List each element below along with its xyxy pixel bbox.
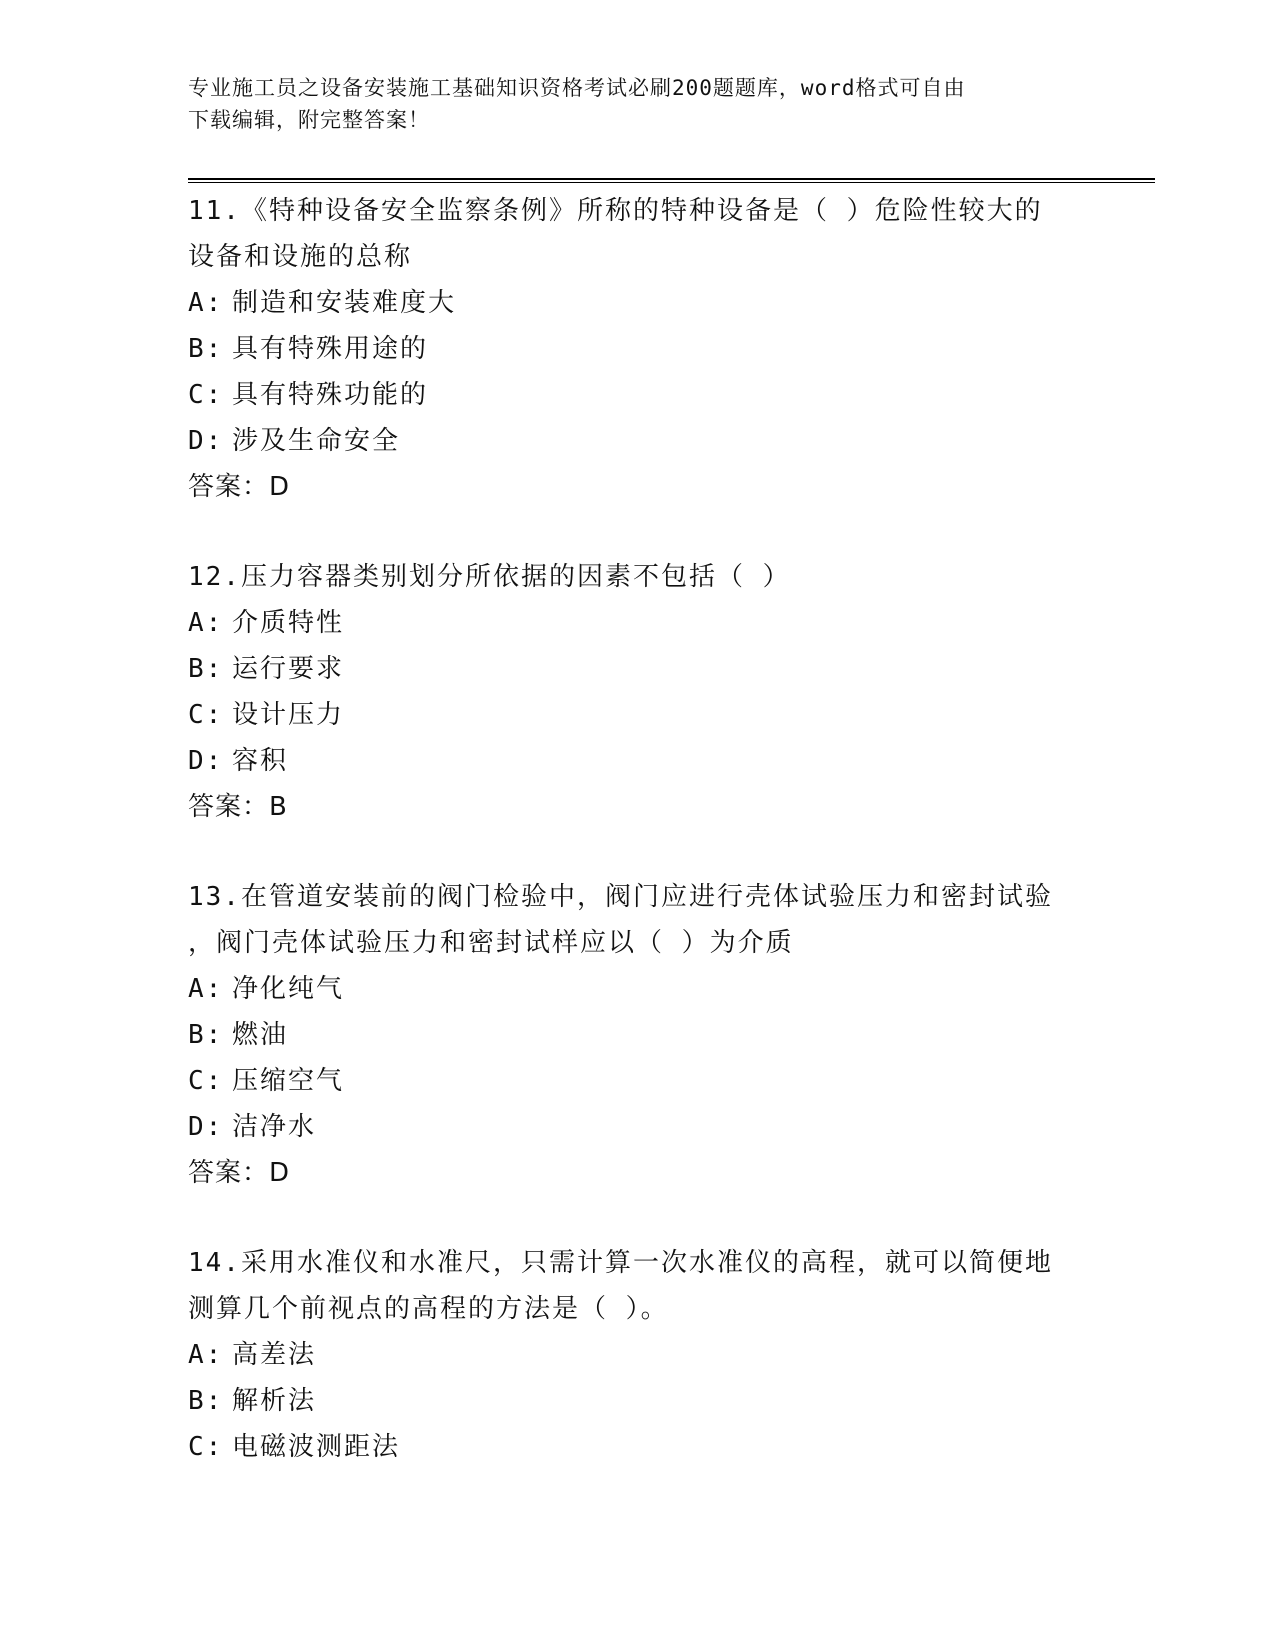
question-text (188, 1240, 1088, 1332)
question-11 (188, 188, 1088, 510)
option-letter: A: (188, 608, 224, 638)
option-d (188, 738, 1088, 784)
option-b (188, 326, 1088, 372)
option-c (188, 1424, 1088, 1470)
option-a (188, 966, 1088, 1012)
option-text: 解析法 (232, 1386, 317, 1416)
option-text: 净化纯气 (232, 974, 345, 1004)
option-letter: B: (188, 1386, 224, 1416)
option-text: 制造和安装难度大 (232, 288, 457, 318)
question-text (188, 554, 1088, 600)
option-text: 具有特殊功能的 (232, 380, 429, 410)
document-header (188, 72, 1068, 136)
option-text: 运行要求 (232, 654, 345, 684)
option-text: 压缩空气 (232, 1066, 345, 1096)
option-text: 高差法 (232, 1340, 317, 1370)
option-letter: B: (188, 334, 224, 364)
question-text-line: 测算几个前视点的高程的方法是（ ）。 (188, 1294, 669, 1324)
question-12 (188, 554, 1088, 830)
spacer (188, 510, 1088, 554)
question-text (188, 188, 1088, 280)
option-d (188, 1104, 1088, 1150)
header-divider-thin (188, 182, 1155, 183)
option-c (188, 692, 1088, 738)
option-c (188, 372, 1088, 418)
option-a (188, 280, 1088, 326)
question-13 (188, 874, 1088, 1196)
option-text: 涉及生命安全 (232, 426, 401, 456)
option-d (188, 418, 1088, 464)
option-text: 设计压力 (232, 700, 345, 730)
option-b (188, 1378, 1088, 1424)
question-text-line: 设备和设施的总称 (188, 242, 413, 272)
spacer (188, 830, 1088, 874)
question-text-line: ，阀门壳体试验压力和密封试样应以（ ）为介质 (188, 928, 794, 958)
option-letter: A: (188, 288, 224, 318)
option-letter: C: (188, 700, 224, 730)
option-b (188, 1012, 1088, 1058)
question-text-line: 14.采用水准仪和水准尺，只需计算一次水准仪的高程，就可以简便地 (188, 1248, 1053, 1278)
question-14 (188, 1240, 1088, 1470)
option-text: 电磁波测距法 (232, 1432, 401, 1462)
question-list (188, 188, 1088, 1470)
header-line-2: 下载编辑，附完整答案！ (188, 108, 430, 132)
option-text: 具有特殊用途的 (232, 334, 429, 364)
option-letter: A: (188, 974, 224, 1004)
option-c (188, 1058, 1088, 1104)
option-text: 燃油 (232, 1020, 289, 1050)
option-text: 介质特性 (232, 608, 345, 638)
question-text-line: 13.在管道安装前的阀门检验中，阀门应进行壳体试验压力和密封试验 (188, 882, 1053, 912)
question-text-line: 12.压力容器类别划分所依据的因素不包括（ ） (188, 562, 791, 592)
option-text: 容积 (232, 746, 289, 776)
option-letter: C: (188, 380, 224, 410)
question-text-line: 11.《特种设备安全监察条例》所称的特种设备是（ ）危险性较大的 (188, 196, 1043, 226)
option-a (188, 600, 1088, 646)
option-letter: D: (188, 1112, 224, 1142)
option-a (188, 1332, 1088, 1378)
header-divider-thick (188, 178, 1155, 180)
option-letter: B: (188, 1020, 224, 1050)
option-letter: D: (188, 426, 224, 456)
spacer (188, 1196, 1088, 1240)
option-text: 洁净水 (232, 1112, 317, 1142)
option-letter: C: (188, 1432, 224, 1462)
header-line-1: 专业施工员之设备安装施工基础知识资格考试必刷200题题库，word格式可自由 (188, 76, 966, 100)
answer-line: 答案：B (188, 792, 288, 822)
option-b (188, 646, 1088, 692)
option-letter: B: (188, 654, 224, 684)
option-letter: A: (188, 1340, 224, 1370)
question-text (188, 874, 1088, 966)
answer-line: 答案：D (188, 472, 291, 502)
option-letter: C: (188, 1066, 224, 1096)
option-letter: D: (188, 746, 224, 776)
answer-line: 答案：D (188, 1158, 291, 1188)
